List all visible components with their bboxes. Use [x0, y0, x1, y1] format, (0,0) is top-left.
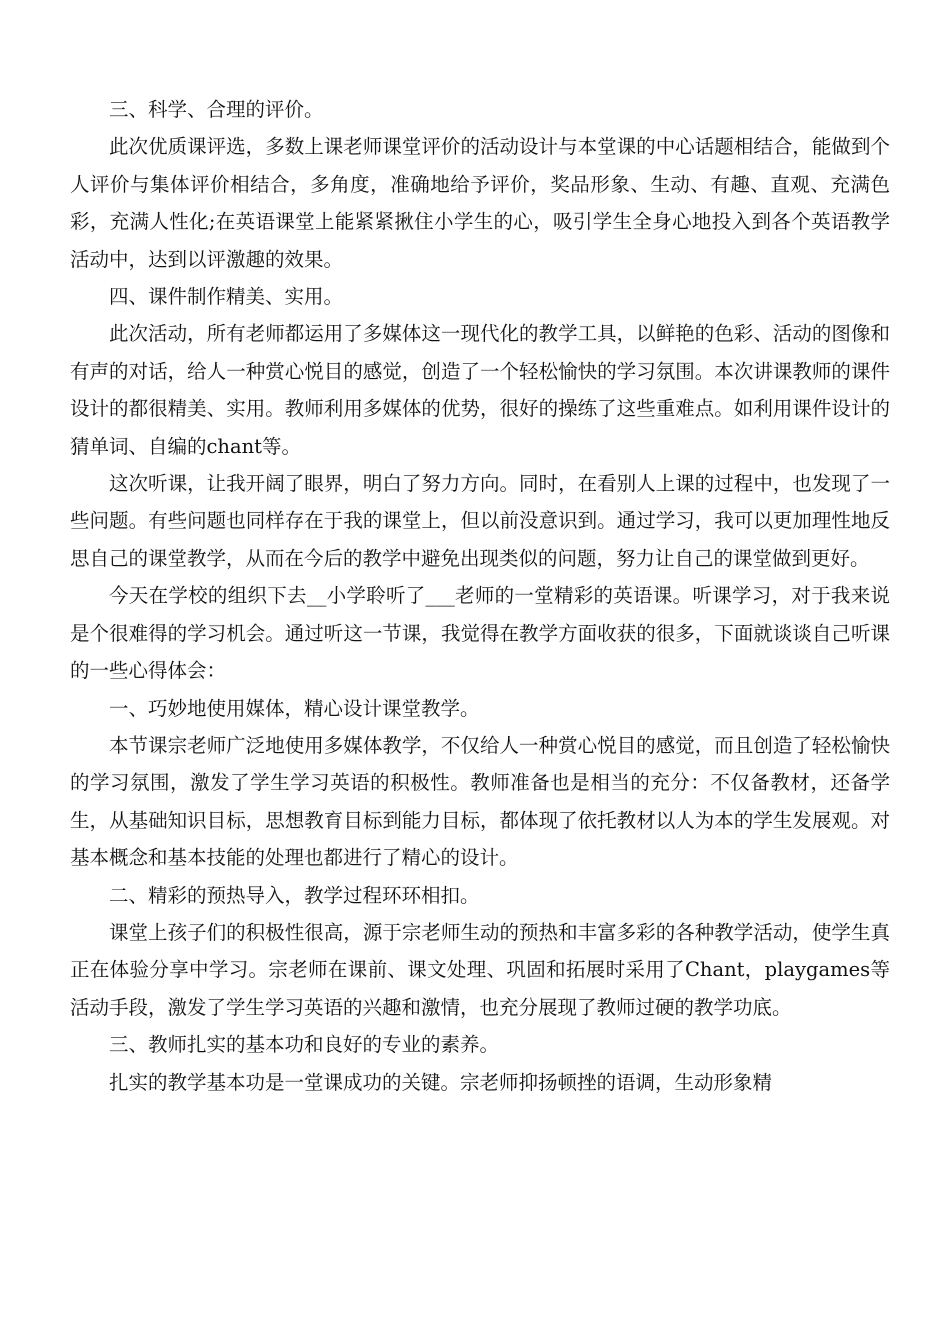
section-heading: 二、精彩的预热导入，教学过程环环相扣。: [109, 883, 480, 907]
body-paragraph: 此次活动，所有老师都运用了多媒体这一现代化的教学工具，以鲜艳的色彩、活动的图像和有声的对话，给人一种赏心悦目的感觉，创造了一个轻松愉快的学习氛围。本次讲课教师的课件设计的都很精美、实用。教师利用多媒体的优势，很好的操练了这些重难点。如利用课件设计的猜单词、自编的chant等。: [70, 322, 890, 458]
body-paragraph: 本节课宗老师广泛地使用多媒体教学，不仅给人一种赏心悦目的感觉，而且创造了轻松愉快的学习氛围，激发了学生学习英语的积极性。教师准备也是相当的充分：不仅备教材，还备学生，从基础知识目标，思想教育目标到能力目标，都体现了依托教材以人为本的学生发展观。对基本概念和基本技能的处理也都进行了精心的设计。: [70, 733, 890, 870]
body-paragraph: 课堂上孩子们的积极性很高，源于宗老师生动的预热和丰富多彩的各种教学活动，使学生真正在体验分享中学习。宗老师在课前、课文处理、巩固和拓展时采用了Chant，playgames等活动手段，激发了学生学习英语的兴趣和激情，也充分展现了教师过硬的教学功底。: [70, 920, 890, 1019]
section-heading: 三、科学、合理的评价。: [109, 98, 324, 121]
document-page: [70, 91, 890, 1101]
section-heading: 一、巧妙地使用媒体，精心设计课堂教学。: [109, 696, 480, 720]
body-paragraph: 这次听课，让我开阔了眼界，明白了努力方向。同时，在看别人上课的过程中，也发现了一些问题。有些问题也同样存在于我的课堂上，但以前没意识到。通过学习，我可以更加理性地反思自己的课堂教学，从而在今后的教学中避免出现类似的问题，努力让自己的课堂做到更好。: [70, 472, 890, 570]
section-heading: 三、教师扎实的基本功和良好的专业的素养。: [109, 1033, 500, 1057]
section-heading: 四、课件制作精美、实用。: [109, 285, 344, 309]
body-paragraph: 此次优质课评选，多数上课老师课堂评价的活动设计与本堂课的中心话题相结合，能做到个人评价与集体评价相结合，多角度，准确地给予评价，奖品形象、生动、有趣、直观、充满色彩，充满人性化;在英语课堂上能紧紧揪住小学生的心，吸引学生全身心地投入到各个英语教学活动中，达到以评激趣的效果。: [70, 135, 890, 271]
body-paragraph: 扎实的教学基本功是一堂课成功的关键。宗老师抑扬顿挫的语调，生动形象精: [109, 1070, 773, 1094]
body-paragraph: 今天在学校的组织下去__小学聆听了___老师的一堂精彩的英语课。听课学习，对于我来说是个很难得的学习机会。通过听这一节课，我觉得在教学方面收获的很多，下面就谈谈自己听课的一些心得体会：: [70, 584, 890, 683]
